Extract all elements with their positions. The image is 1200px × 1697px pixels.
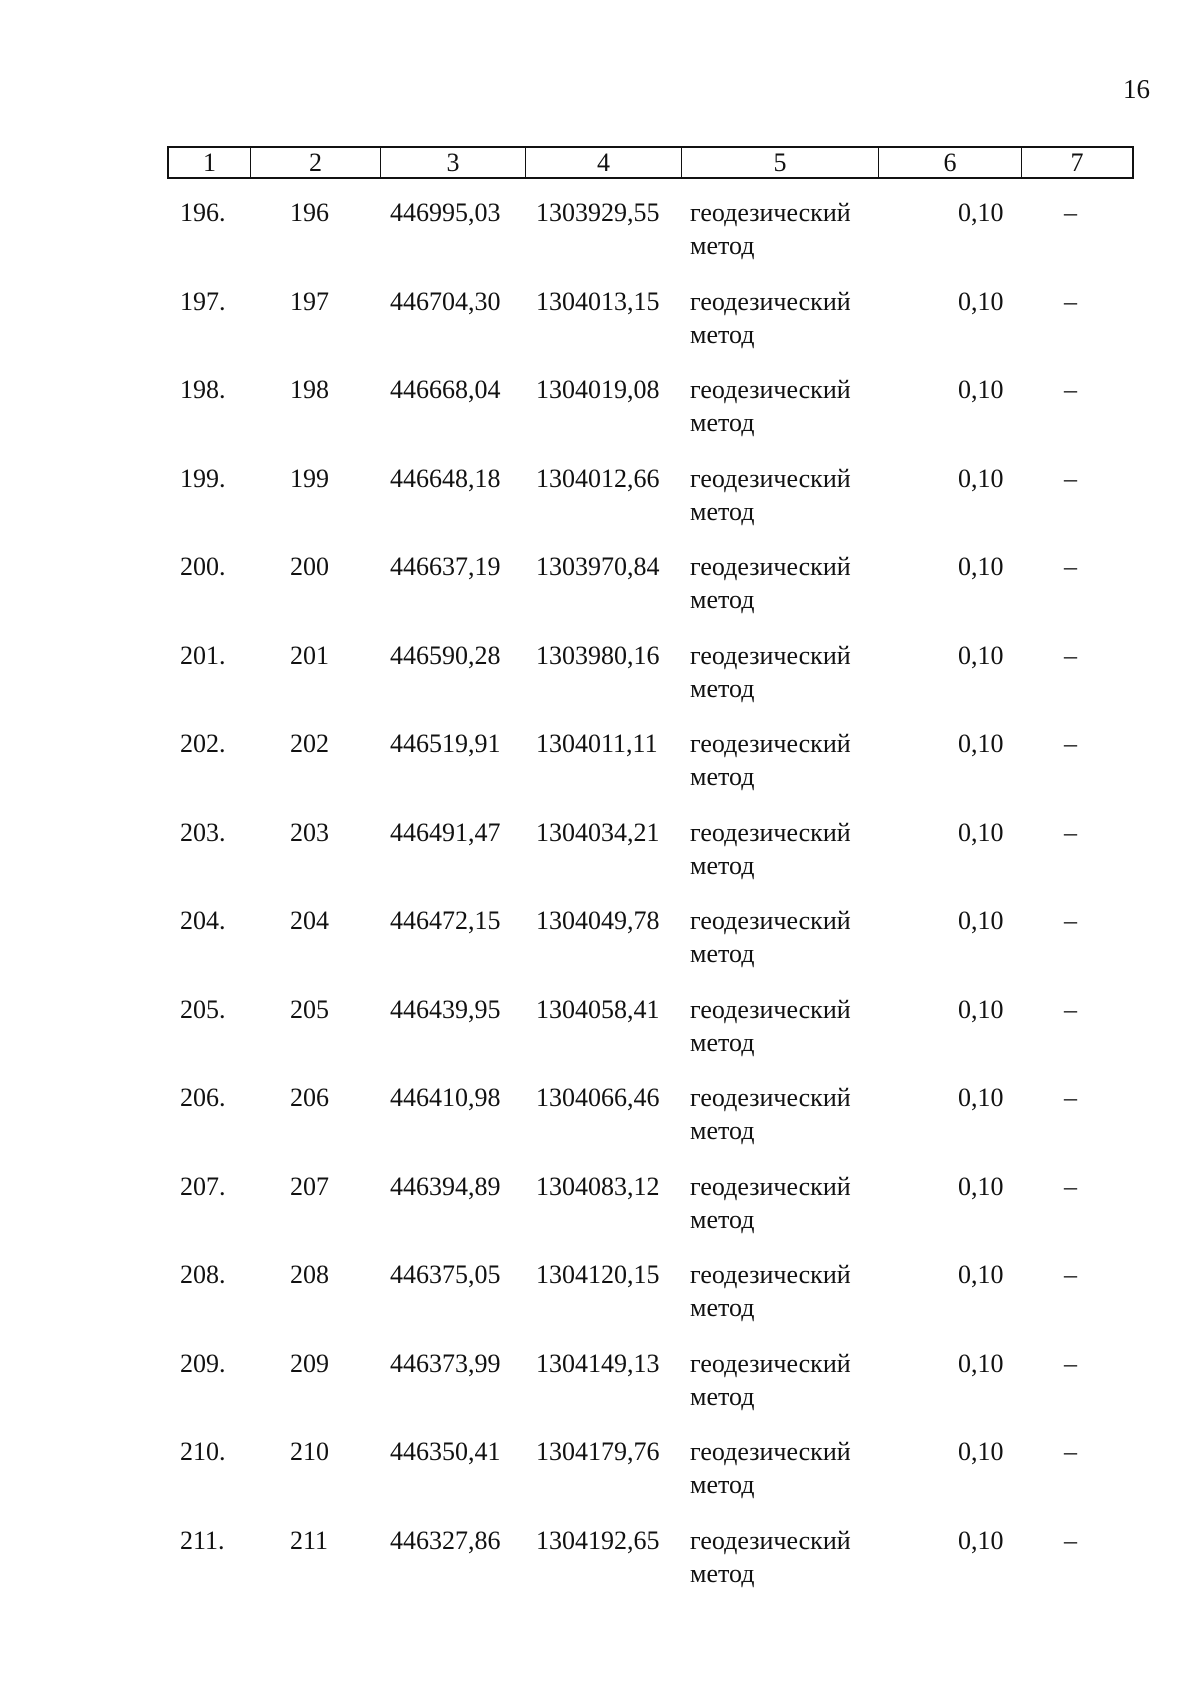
table-row	[0, 904, 1200, 993]
header-col-6: 6	[879, 148, 1022, 177]
table-header	[167, 146, 1134, 179]
method-line-2: метод	[690, 408, 755, 437]
accuracy: 0,10	[958, 1348, 1004, 1378]
accuracy: 0,10	[958, 1260, 1004, 1289]
row-number: 201.	[180, 640, 226, 670]
method	[690, 1170, 890, 1236]
point-id: 208	[290, 1260, 329, 1289]
row-number: 200.	[180, 552, 226, 581]
row-number: 204.	[180, 906, 226, 935]
point-id: 207	[290, 1171, 329, 1201]
note: –	[1064, 729, 1077, 758]
row-number: 207.	[180, 1171, 226, 1201]
coord-y: 1303970,84	[536, 552, 660, 581]
note: –	[1064, 375, 1077, 404]
note: –	[1064, 994, 1077, 1024]
note: –	[1064, 198, 1077, 227]
method	[690, 639, 890, 705]
coord-y: 1304011,11	[536, 729, 658, 758]
point-id: 202	[290, 729, 329, 758]
row-number: 199.	[180, 463, 226, 493]
row-number: 211.	[180, 1525, 225, 1555]
table-row	[0, 727, 1200, 816]
table-row	[0, 816, 1200, 905]
coord-y: 1303929,55	[536, 198, 660, 227]
method-line-1: геодезический	[690, 1171, 851, 1201]
table-row	[0, 550, 1200, 639]
method	[690, 285, 890, 351]
page-number: 16	[1123, 74, 1150, 104]
method-line-1: геодезический	[690, 286, 851, 316]
accuracy: 0,10	[958, 1525, 1004, 1555]
method-line-1: геодезический	[690, 552, 851, 581]
coord-y: 1304083,12	[536, 1171, 660, 1201]
note: –	[1064, 463, 1077, 493]
point-id: 198	[290, 375, 329, 404]
note: –	[1064, 1525, 1077, 1555]
point-id: 211	[290, 1525, 329, 1555]
coord-y: 1304012,66	[536, 463, 660, 493]
coord-x: 446590,28	[390, 640, 501, 670]
table-row	[0, 639, 1200, 728]
method-line-1: геодезический	[690, 1437, 851, 1466]
accuracy: 0,10	[958, 1083, 1004, 1112]
method-line-1: геодезический	[690, 375, 851, 404]
method-line-1: геодезический	[690, 1525, 851, 1555]
note: –	[1064, 1171, 1077, 1201]
row-number: 203.	[180, 817, 226, 847]
note: –	[1064, 817, 1077, 847]
coord-y: 1304066,46	[536, 1083, 660, 1112]
note: –	[1064, 1083, 1077, 1112]
method-line-1: геодезический	[690, 1260, 851, 1289]
method	[690, 1081, 890, 1147]
coord-y: 1304049,78	[536, 906, 660, 935]
coord-x: 446350,41	[390, 1437, 501, 1466]
method-line-1: геодезический	[690, 1348, 851, 1378]
method	[690, 727, 890, 793]
table-row	[0, 285, 1200, 374]
row-number: 202.	[180, 729, 226, 758]
note: –	[1064, 640, 1077, 670]
note: –	[1064, 552, 1077, 581]
method	[690, 993, 890, 1059]
coord-y: 1304192,65	[536, 1525, 660, 1555]
coord-y: 1304034,21	[536, 817, 660, 847]
method-line-2: метод	[690, 1381, 755, 1411]
coord-x: 446373,99	[390, 1348, 501, 1378]
note: –	[1064, 286, 1077, 316]
method-line-2: метод	[690, 319, 755, 349]
method	[690, 196, 890, 262]
coord-x: 446668,04	[390, 375, 501, 404]
method	[690, 550, 890, 616]
row-number: 210.	[180, 1437, 226, 1466]
method	[690, 462, 890, 528]
coord-x: 446439,95	[390, 994, 501, 1024]
accuracy: 0,10	[958, 640, 1004, 670]
note: –	[1064, 1348, 1077, 1378]
table-row	[0, 1524, 1200, 1613]
accuracy: 0,10	[958, 906, 1004, 935]
accuracy: 0,10	[958, 552, 1004, 581]
method	[690, 373, 890, 439]
header-col-3: 3	[381, 148, 526, 177]
method-line-2: метод	[690, 1470, 755, 1499]
coord-x: 446995,03	[390, 198, 501, 227]
method-line-1: геодезический	[690, 994, 851, 1024]
point-id: 206	[290, 1083, 329, 1112]
method	[690, 1258, 890, 1324]
header-col-7: 7	[1070, 147, 1084, 177]
method-line-2: метод	[690, 231, 755, 260]
table-row	[0, 1258, 1200, 1347]
table-row	[0, 993, 1200, 1082]
coord-y: 1304149,13	[536, 1348, 660, 1378]
coord-x: 446410,98	[390, 1083, 501, 1112]
coord-x: 446491,47	[390, 817, 501, 847]
method-line-1: геодезический	[690, 906, 851, 935]
coord-x: 446519,91	[390, 729, 501, 758]
row-number: 209.	[180, 1348, 226, 1378]
method-line-1: геодезический	[690, 198, 851, 227]
method-line-2: метод	[690, 1116, 755, 1145]
accuracy: 0,10	[958, 729, 1004, 758]
method-line-1: геодезический	[690, 1083, 851, 1112]
method	[690, 1347, 890, 1413]
method-line-2: метод	[690, 673, 755, 703]
method	[690, 904, 890, 970]
point-id: 209	[290, 1348, 329, 1378]
method-line-2: метод	[690, 939, 755, 968]
point-id: 205	[290, 994, 329, 1024]
table-row	[0, 1347, 1200, 1436]
coord-y: 1304019,08	[536, 375, 660, 404]
row-number: 197.	[180, 286, 226, 316]
accuracy: 0,10	[958, 1171, 1004, 1201]
table-body	[0, 196, 1200, 1612]
header-col-5: 5	[682, 148, 879, 177]
method-line-2: метод	[690, 1027, 755, 1057]
header-col-4: 4	[526, 148, 682, 177]
row-number: 205.	[180, 994, 226, 1024]
accuracy: 0,10	[958, 375, 1004, 404]
method-line-2: метод	[690, 585, 755, 614]
row-number: 196.	[180, 198, 226, 227]
method-line-2: метод	[690, 1293, 755, 1322]
method-line-1: геодезический	[690, 463, 851, 493]
method	[690, 1524, 890, 1590]
method	[690, 816, 890, 882]
method	[690, 1435, 890, 1501]
accuracy: 0,10	[958, 463, 1004, 493]
point-id: 196	[290, 198, 329, 227]
header-col-2: 2	[251, 148, 381, 177]
point-id: 204	[290, 906, 329, 935]
accuracy: 0,10	[958, 198, 1004, 227]
coord-x: 446327,86	[390, 1525, 501, 1555]
method-line-2: метод	[690, 850, 755, 880]
point-id: 200	[290, 552, 329, 581]
note: –	[1064, 1260, 1077, 1289]
note: –	[1064, 1437, 1077, 1466]
coord-x: 446472,15	[390, 906, 501, 935]
table-row	[0, 462, 1200, 551]
coord-y: 1304058,41	[536, 994, 660, 1024]
accuracy: 0,10	[958, 994, 1004, 1024]
coord-x: 446648,18	[390, 463, 501, 493]
table-row	[0, 196, 1200, 285]
coord-y: 1304013,15	[536, 286, 660, 316]
method-line-2: метод	[690, 496, 755, 526]
row-number: 198.	[180, 375, 226, 404]
coord-x: 446375,05	[390, 1260, 501, 1289]
table-row	[0, 1170, 1200, 1259]
method-line-2: метод	[690, 1558, 755, 1588]
coord-x: 446637,19	[390, 552, 501, 581]
coord-x: 446394,89	[390, 1171, 501, 1201]
row-number: 206.	[180, 1083, 226, 1112]
method-line-1: геодезический	[690, 817, 851, 847]
method-line-2: метод	[690, 762, 755, 791]
accuracy: 0,10	[958, 817, 1004, 847]
header-col-1: 1	[169, 148, 251, 177]
method-line-1: геодезический	[690, 640, 851, 670]
point-id: 197	[290, 286, 329, 316]
method-line-1: геодезический	[690, 729, 851, 758]
coord-y: 1304179,76	[536, 1437, 660, 1466]
point-id: 201	[290, 640, 329, 670]
method-line-2: метод	[690, 1204, 755, 1234]
coord-y: 1303980,16	[536, 640, 660, 670]
point-id: 210	[290, 1437, 329, 1466]
row-number: 208.	[180, 1260, 226, 1289]
note: –	[1064, 906, 1077, 935]
accuracy: 0,10	[958, 1437, 1004, 1466]
table-row	[0, 1435, 1200, 1524]
coord-y: 1304120,15	[536, 1260, 660, 1289]
table-row	[0, 373, 1200, 462]
point-id: 199	[290, 463, 329, 493]
coord-x: 446704,30	[390, 286, 501, 316]
point-id: 203	[290, 817, 329, 847]
accuracy: 0,10	[958, 286, 1004, 316]
table-row	[0, 1081, 1200, 1170]
